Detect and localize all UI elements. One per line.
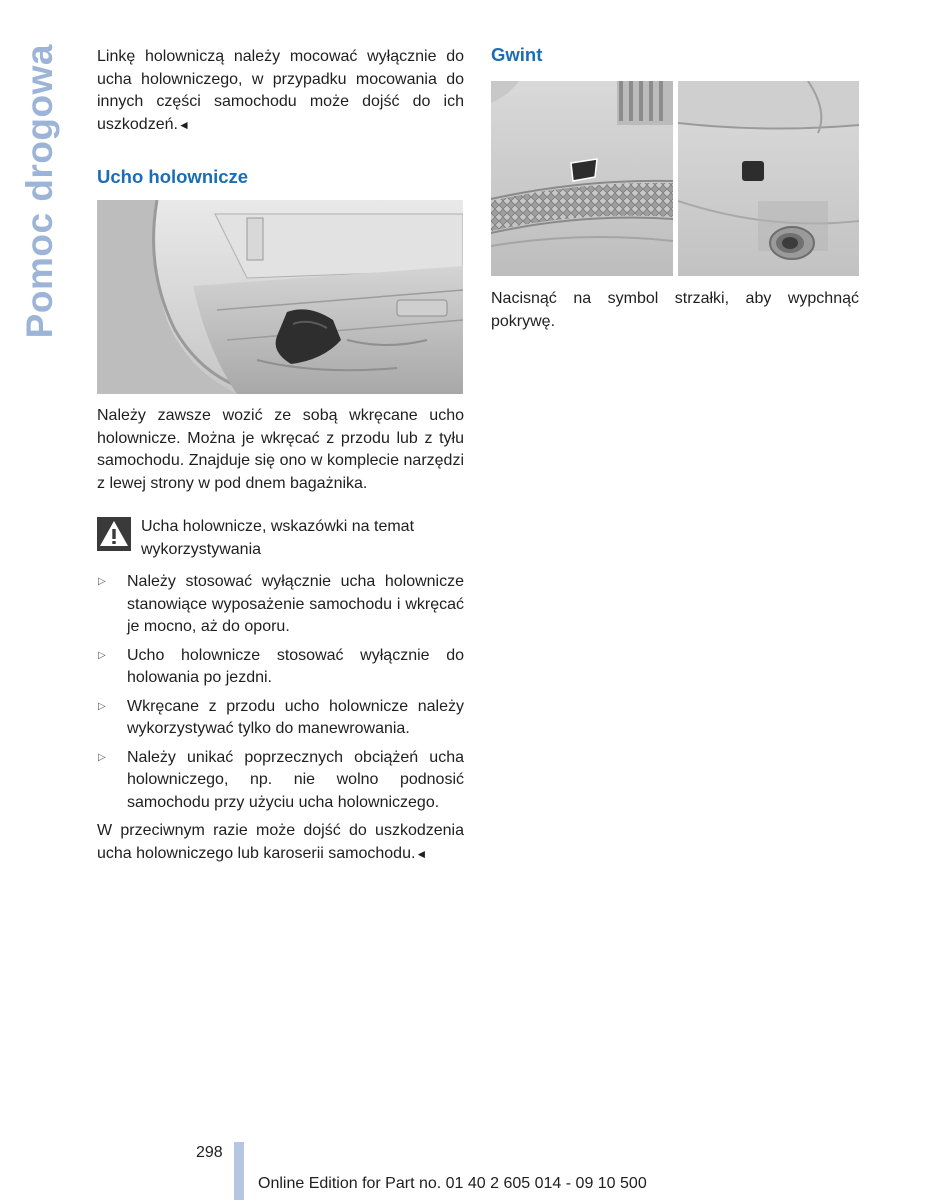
paragraph-tow-eye-storage: Należy zawsze wozić ze sobą wkręcane ucho holownicze. Można je wkręcać z przodu lub z tyłu samochodu. Znajduje się ono w komplecie narzędzi z lewej strony w pod dnem bagażnika. xyxy=(97,407,464,492)
page-number: 298 xyxy=(196,1144,223,1161)
section-side-title xyxy=(18,44,62,344)
paragraph-press-arrow: Nacisnąć na symbol strzałki, aby wypchnąć pokrywę. xyxy=(491,290,859,330)
list-item xyxy=(97,696,464,741)
closing-text: W przeciwnym razie może dojść do uszkodzenia ucha holowniczego lub karoserii samochodu. xyxy=(97,822,464,862)
heading-gwint: Gwint xyxy=(491,44,543,65)
list-item xyxy=(97,645,464,690)
bullet-text: Wkręcane z przodu ucho holownicze należy wykorzystywać tylko do manewrowania. xyxy=(127,697,464,737)
thread-illustrations xyxy=(491,81,859,276)
intro-text: Linkę holowniczą należy mocować wyłącznie do ucha holowniczego, w przypadku mocowania do innych części samochodu może dojść do ich uszkodzeń. xyxy=(97,48,464,133)
bullet-text: Ucho holownicze stosować wyłącznie do holowania po jezdni. xyxy=(127,646,464,686)
list-item xyxy=(97,747,464,815)
warning-icon xyxy=(97,517,131,551)
intro-paragraph xyxy=(97,46,464,136)
list-item xyxy=(97,571,464,639)
bullet-triangle-icon: ▷ xyxy=(98,700,106,712)
bullet-text: Należy stosować wyłącznie ucha holownicze stanowiące wyposażenie samochodu i wkręcać je mocno, aż do oporu. xyxy=(127,573,464,635)
right-column xyxy=(491,44,859,333)
online-edition-note: Online Edition for Part no. 01 40 2 605 014 - 09 10 500 xyxy=(258,1175,647,1192)
trunk-illustration xyxy=(97,200,463,394)
warning-block xyxy=(97,516,464,561)
end-mark-icon: ◄ xyxy=(415,846,428,861)
warning-title: Ucha holownicze, wskazówki na temat wykorzystywania xyxy=(141,518,415,558)
bullet-triangle-icon: ▷ xyxy=(98,576,106,587)
bullet-text: Należy unikać poprzecznych obciążeń ucha holowniczego, np. nie wolno podnosić samochodu przy użyciu ucha holowniczego. xyxy=(127,748,464,811)
closing-paragraph xyxy=(97,820,464,865)
front-bumper-illustration xyxy=(491,81,673,276)
heading-ucho-holownicze: Ucho holownicze xyxy=(97,166,249,187)
left-column xyxy=(97,46,464,865)
section-side-title-text: Pomoc drogowa xyxy=(19,44,60,339)
warning-bullet-list xyxy=(97,571,464,814)
rear-bumper-illustration xyxy=(678,81,859,276)
bullet-triangle-icon: ▷ xyxy=(98,751,106,763)
bullet-triangle-icon: ▷ xyxy=(98,649,106,661)
footer-accent-bar xyxy=(234,1142,244,1200)
end-mark-icon: ◄ xyxy=(177,117,190,132)
